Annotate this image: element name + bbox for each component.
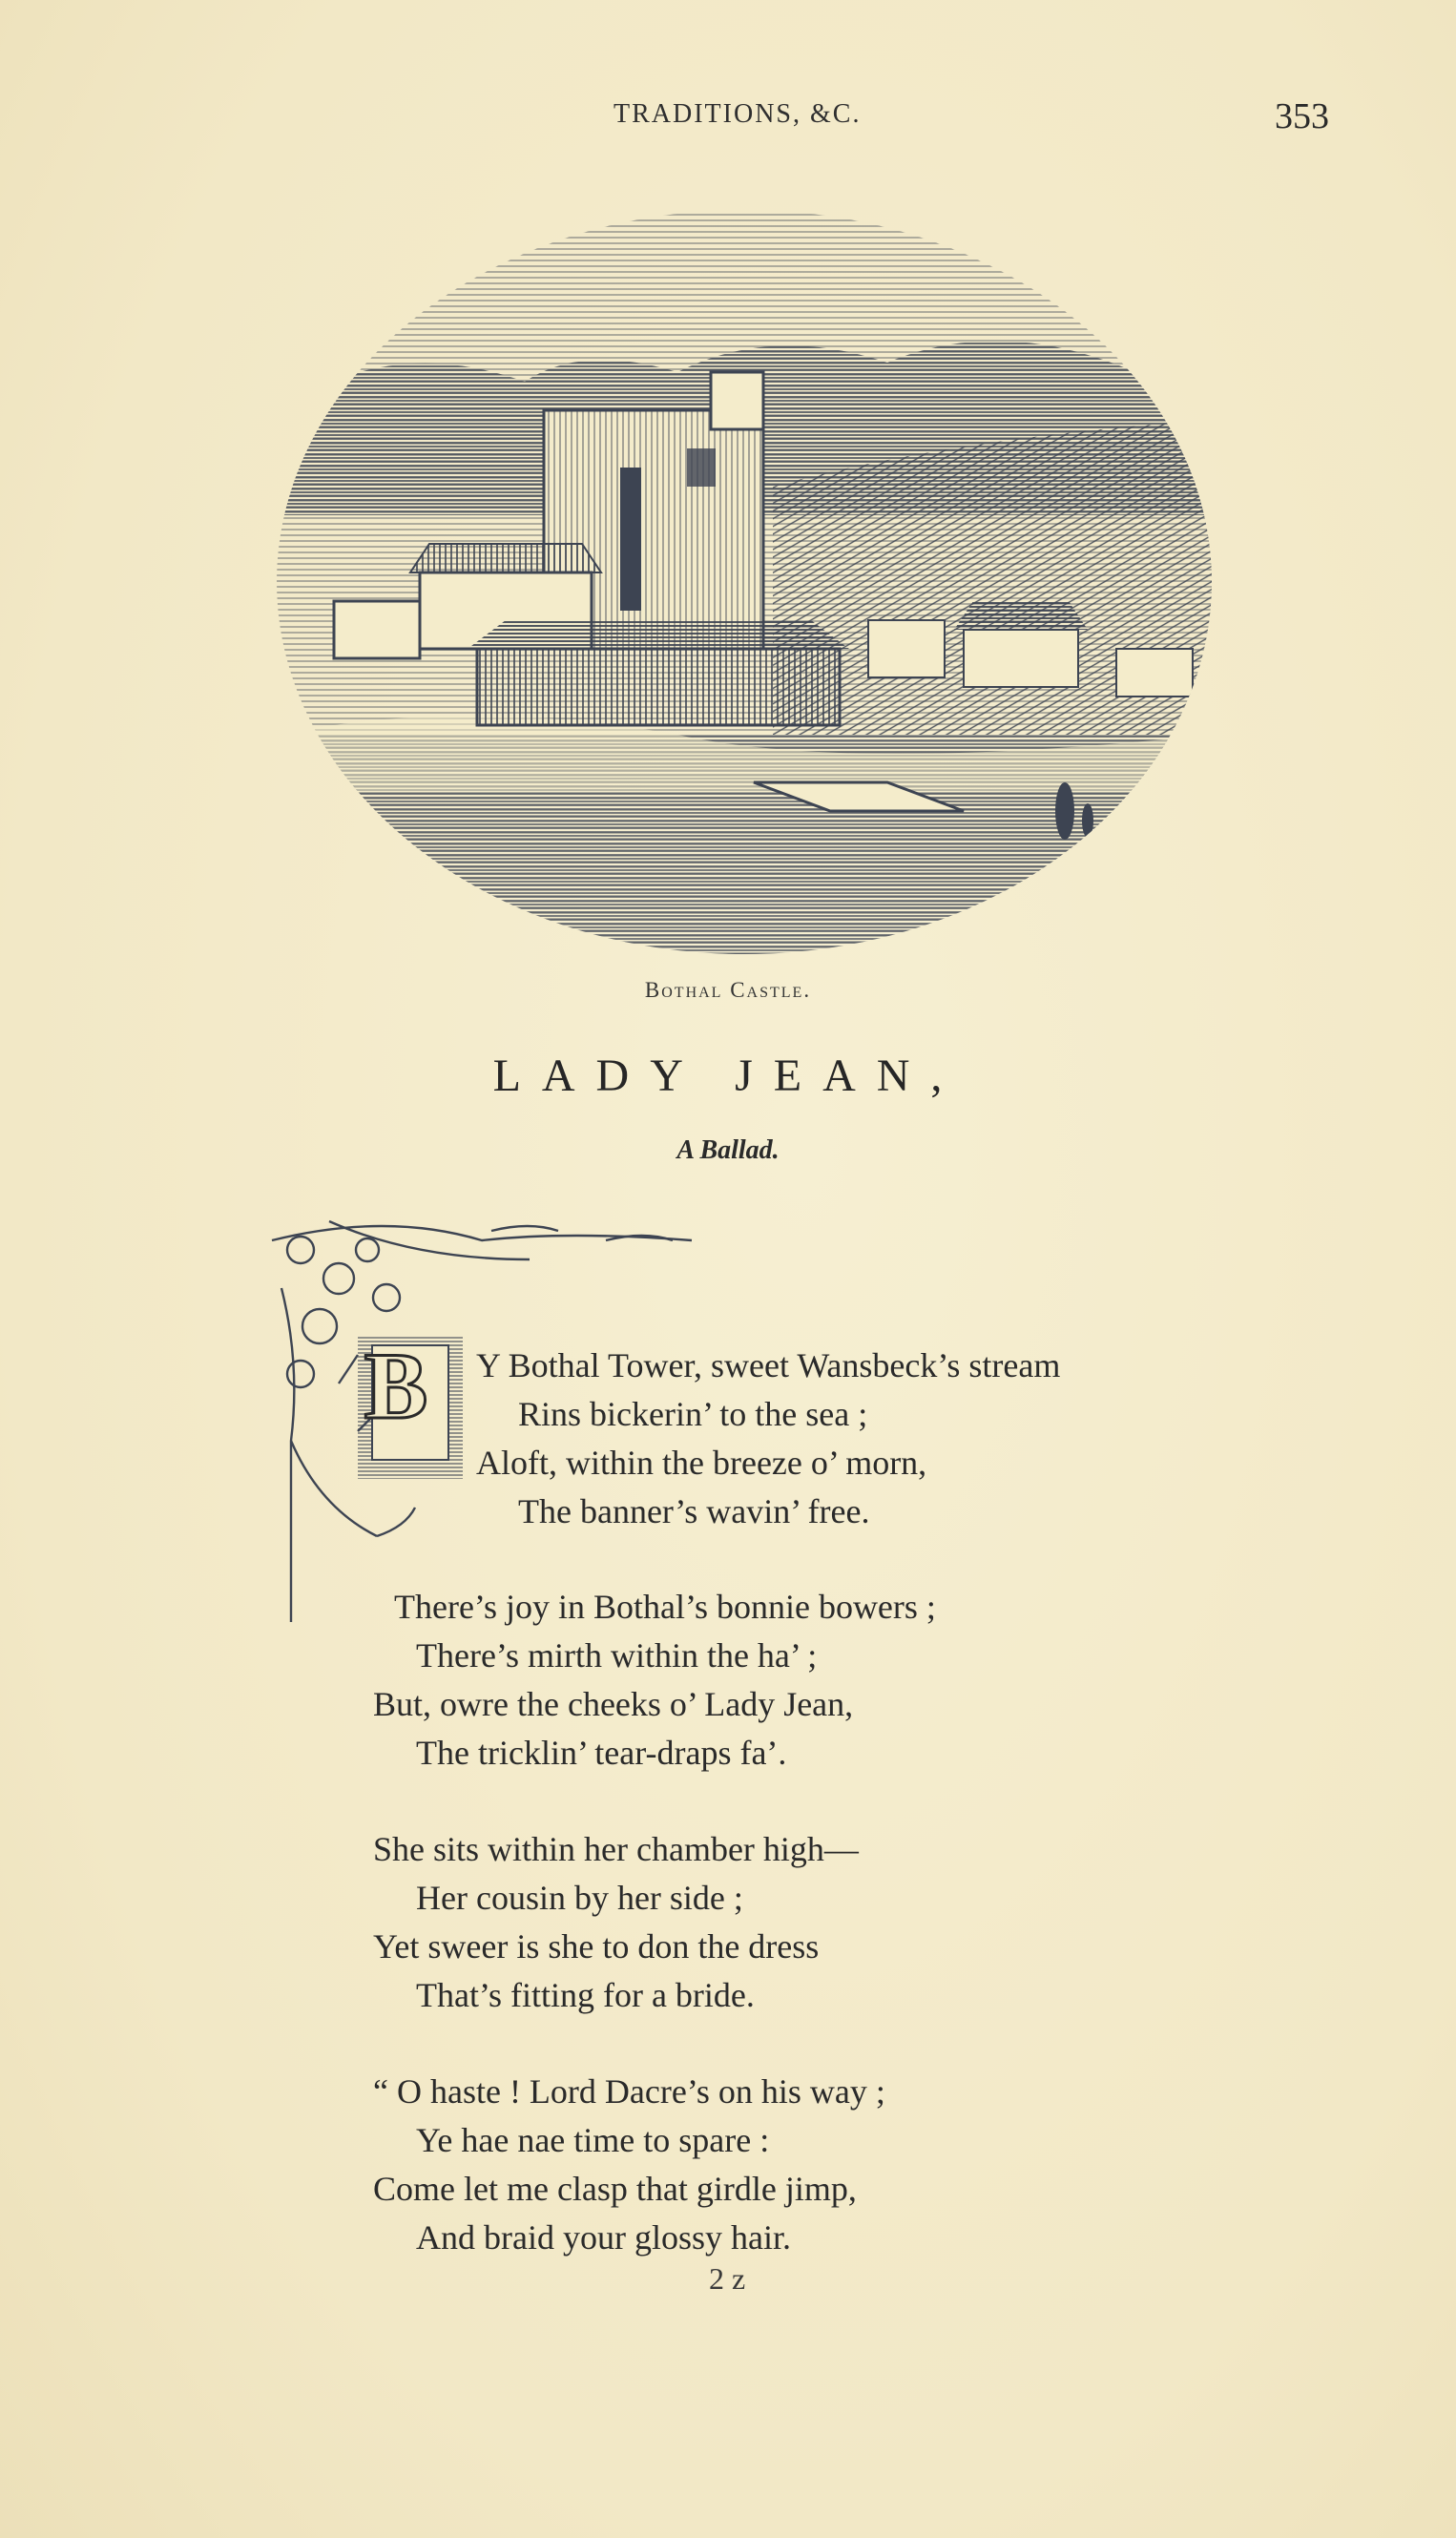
castle-engraving	[277, 200, 1212, 964]
page-number: 353	[1275, 96, 1329, 136]
verse-line: She sits within her chamber high—	[373, 1830, 859, 1868]
verse-line: The tricklin’ tear-draps fa’.	[416, 1734, 787, 1772]
verse-line: Aloft, within the breeze o’ morn,	[476, 1444, 927, 1482]
verse-line: Come let me clasp that girdle jimp,	[373, 2170, 857, 2208]
verse-line: Ye hae nae time to spare :	[416, 2121, 770, 2159]
running-title: TRADITIONS, &C.	[614, 99, 862, 129]
poem-subtitle: A Ballad.	[676, 1135, 780, 1165]
running-head	[0, 95, 1456, 134]
verse-line: Y Bothal Tower, sweet Wansbeck’s stream	[476, 1346, 1061, 1384]
verse-line: Rins bickerin’ to the sea ;	[518, 1395, 868, 1433]
drop-cap-letter: B	[364, 1333, 428, 1439]
illustration-caption: Bothal Castle.	[644, 978, 812, 1002]
verse-line: Yet sweer is she to don the dress	[373, 1927, 820, 1966]
verse-line: There’s joy in Bothal’s bonnie bowers ;	[394, 1588, 936, 1626]
poem-title: LADY JEAN,	[492, 1051, 964, 1101]
signature-mark: 2 z	[709, 2261, 746, 2296]
verse-line: And braid your glossy hair.	[416, 2218, 791, 2257]
verse-line: “ O haste ! Lord Dacre’s on his way ;	[373, 2072, 885, 2111]
verse-line: The banner’s wavin’ free.	[518, 1492, 870, 1530]
verse-line: There’s mirth within the ha’ ;	[416, 1636, 818, 1675]
verse-line: That’s fitting for a bride.	[416, 1976, 755, 2014]
verse-line: Her cousin by her side ;	[416, 1879, 743, 1917]
verse-line: But, owre the cheeks o’ Lady Jean,	[373, 1685, 854, 1723]
